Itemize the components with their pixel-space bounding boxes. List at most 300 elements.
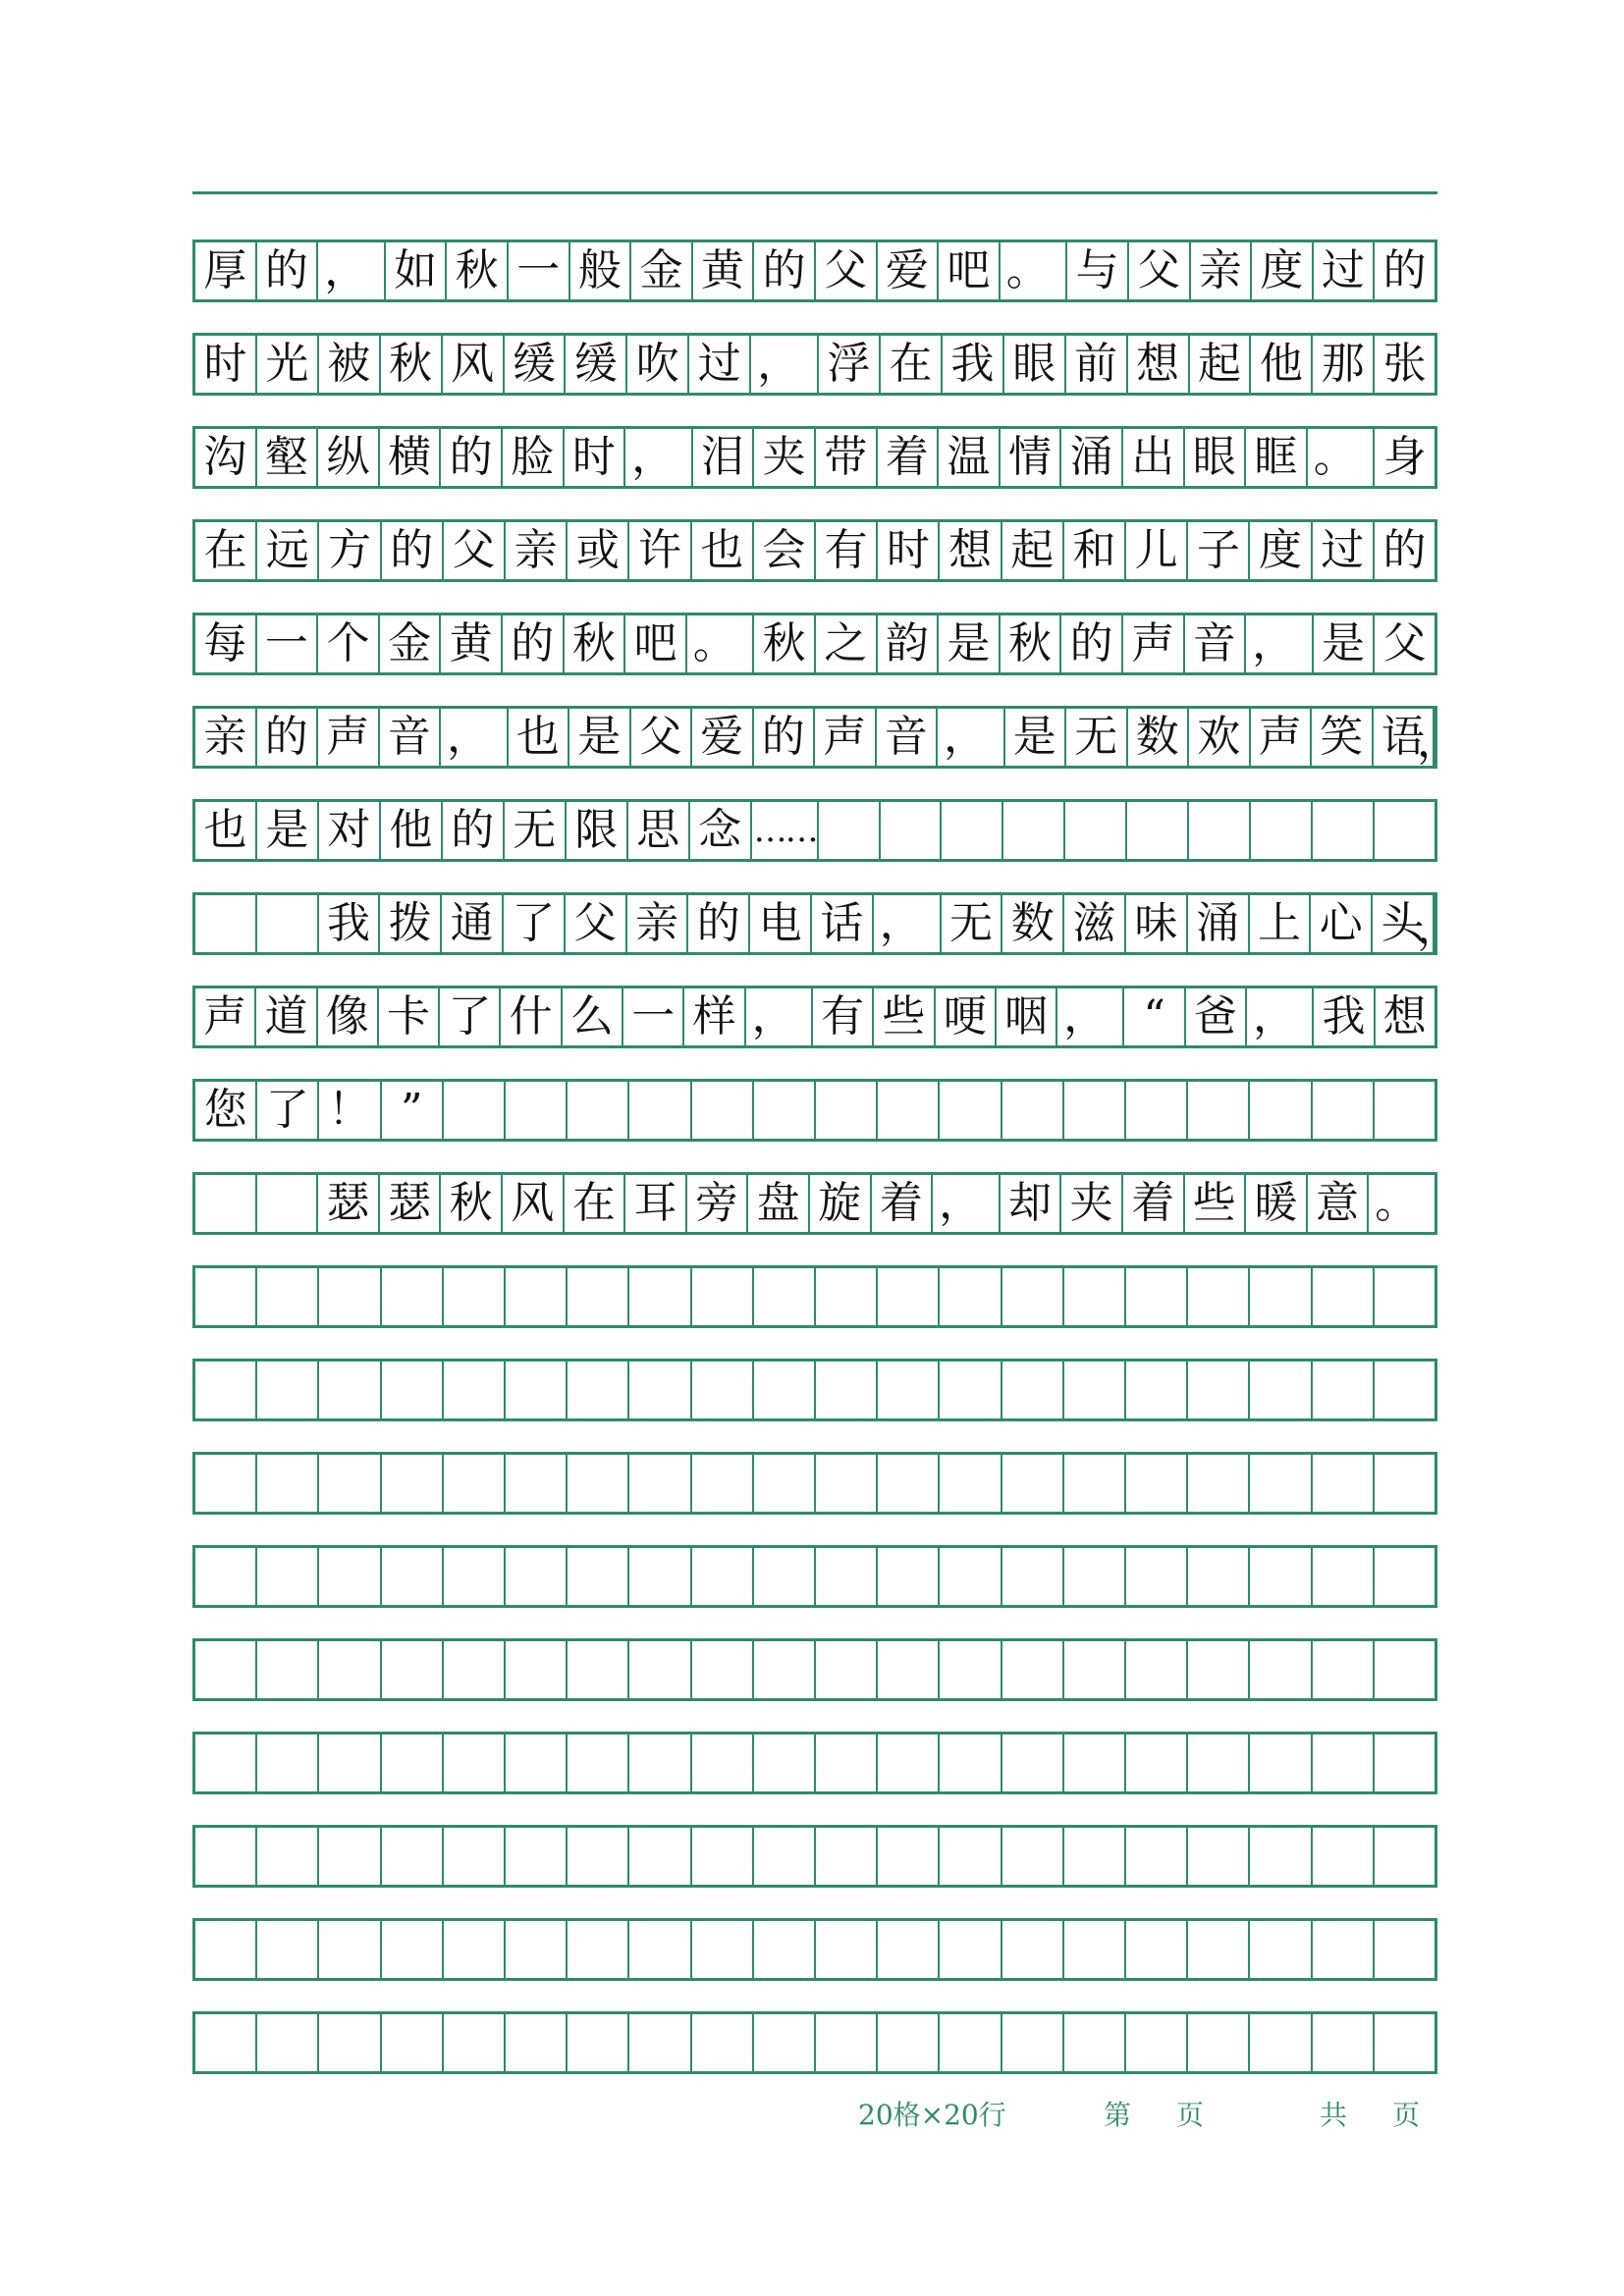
grid-cell: 瑟 xyxy=(318,1175,380,1232)
grid-cell xyxy=(257,1455,319,1512)
grid-cell: 涌 xyxy=(1061,429,1123,486)
grid-cell xyxy=(506,1455,568,1512)
grid-cell xyxy=(195,1455,257,1512)
grid-cell: “ xyxy=(1124,988,1185,1045)
grid-cell: …… xyxy=(752,802,819,859)
grid-cell xyxy=(878,1735,940,1791)
grid-cell xyxy=(506,1641,568,1698)
grid-cell: 时 xyxy=(195,336,257,393)
grid-row xyxy=(192,2011,1437,2074)
grid-cell: 爱 xyxy=(692,709,754,766)
grid-cell xyxy=(319,1268,381,1325)
grid-cell: 限 xyxy=(567,802,628,859)
grid-row xyxy=(192,613,1437,675)
grid-row xyxy=(192,1359,1437,1421)
grid-cell xyxy=(1250,1082,1312,1139)
grid-cell xyxy=(506,1735,568,1791)
page-total-label-suffix: 页 xyxy=(1392,2099,1421,2131)
grid-cell xyxy=(754,1268,816,1325)
grid-row xyxy=(192,1172,1437,1235)
grid-cell: 亲 xyxy=(506,522,568,579)
grid-cell xyxy=(1064,1362,1126,1418)
grid-cell xyxy=(754,1082,816,1139)
grid-cell xyxy=(568,1082,629,1139)
page-total-label-prefix: 共 xyxy=(1320,2099,1348,2131)
grid-cell: 滋 xyxy=(1064,895,1126,952)
grid-cell xyxy=(257,1362,319,1418)
grid-cell: 个 xyxy=(318,615,380,672)
grid-cell: 那 xyxy=(1313,336,1375,393)
grid-cell xyxy=(1064,1735,1126,1791)
grid-cell: 上 xyxy=(1250,895,1312,952)
grid-cell: 卡 xyxy=(379,988,440,1045)
grid-cell xyxy=(1188,1828,1250,1885)
grid-cell: 眼 xyxy=(1185,429,1247,486)
grid-cell: 爱 xyxy=(878,242,940,299)
grid-cell xyxy=(878,1641,940,1698)
grid-cell: 的 xyxy=(688,895,750,952)
grid-cell xyxy=(568,1455,629,1512)
grid-cell xyxy=(942,802,1003,859)
grid-cell: 眶 xyxy=(1246,429,1308,486)
grid-cell xyxy=(878,2014,940,2071)
grid-cell: 爸 xyxy=(1186,988,1247,1045)
grid-cell xyxy=(195,1175,257,1232)
grid-cell: ” xyxy=(382,1082,444,1139)
grid-cell xyxy=(195,1735,257,1791)
grid-cell xyxy=(692,1921,754,1978)
grid-cell: ， xyxy=(1246,615,1314,672)
grid-cell xyxy=(816,2014,878,2071)
grid-cell: 也 xyxy=(195,802,257,859)
grid-cell xyxy=(692,1362,754,1418)
grid-cell: ， xyxy=(746,988,813,1045)
grid-cell: 吧 xyxy=(625,615,687,672)
grid-cell xyxy=(940,2014,1001,2071)
grid-row xyxy=(192,799,1437,862)
grid-cell: 子 xyxy=(1188,522,1250,579)
grid-cell: 涌 xyxy=(1188,895,1250,952)
grid-cell xyxy=(1126,1828,1188,1885)
grid-cell xyxy=(319,1641,381,1698)
manuscript-grid xyxy=(192,240,1460,2105)
grid-row xyxy=(192,1265,1437,1328)
grid-cell xyxy=(1375,1735,1435,1791)
grid-cell: 。 xyxy=(1375,1178,1419,1228)
grid-cell xyxy=(444,2014,506,2071)
grid-cell: 声 xyxy=(1123,615,1185,672)
grid-cell: 有 xyxy=(813,988,874,1045)
grid-cell xyxy=(444,1735,506,1791)
grid-cell: 音 xyxy=(380,709,442,766)
grid-cell xyxy=(940,1548,1001,1605)
grid-cell: 我 xyxy=(1314,988,1375,1045)
grid-cell xyxy=(1064,1548,1126,1605)
grid-cell: 些 xyxy=(874,988,935,1045)
grid-cell: 泪 xyxy=(693,429,755,486)
grid-cell xyxy=(195,1828,257,1885)
grid-cell: 父 xyxy=(631,709,693,766)
grid-cell: 般 xyxy=(570,242,632,299)
grid-cell: 黄 xyxy=(693,242,755,299)
grid-cell: 的 xyxy=(257,709,319,766)
grid-cell xyxy=(568,1641,629,1698)
grid-cell: 风 xyxy=(443,336,505,393)
grid-cell xyxy=(1126,1455,1188,1512)
grid-cell xyxy=(257,1921,319,1978)
grid-cell xyxy=(1375,1828,1435,1885)
grid-cell xyxy=(1250,2014,1312,2071)
grid-cell xyxy=(257,1828,319,1885)
grid-cell: 暖 xyxy=(1246,1175,1308,1232)
grid-cell xyxy=(940,1362,1001,1418)
grid-cell: 拨 xyxy=(380,895,442,952)
grid-cell xyxy=(1002,1362,1064,1418)
grid-cell xyxy=(1250,1641,1312,1698)
grid-cell xyxy=(1375,1455,1435,1512)
grid-cell: 金 xyxy=(380,615,442,672)
grid-cell: 时 xyxy=(878,522,940,579)
grid-cell xyxy=(1064,1921,1126,1978)
grid-cell: 父 xyxy=(1129,242,1191,299)
grid-cell xyxy=(816,1548,878,1605)
grid-cell xyxy=(1188,1455,1250,1512)
grid-cell xyxy=(629,1641,691,1698)
grid-cell: 了 xyxy=(504,895,566,952)
grid-cell xyxy=(1188,1921,1250,1978)
grid-cell: 吹 xyxy=(627,336,689,393)
grid-row xyxy=(192,1545,1437,1608)
grid-cell xyxy=(878,1082,940,1139)
grid-cell: 韵 xyxy=(878,615,940,672)
grid-cell xyxy=(195,2014,257,2071)
grid-cell xyxy=(506,2014,568,2071)
grid-cell xyxy=(1126,1548,1188,1605)
grid-cell xyxy=(816,1828,878,1885)
grid-cell xyxy=(444,1082,506,1139)
grid-cell xyxy=(319,1362,381,1418)
grid-cell: 情 xyxy=(1001,429,1062,486)
grid-cell xyxy=(444,1455,506,1512)
grid-cell: 如 xyxy=(386,242,448,299)
grid-cell: 音 xyxy=(1185,615,1247,672)
grid-cell xyxy=(754,1455,816,1512)
grid-cell xyxy=(1188,1362,1250,1418)
grid-cell xyxy=(1313,1828,1375,1885)
grid-cell xyxy=(506,1268,568,1325)
grid-cell xyxy=(257,1735,319,1791)
grid-cell: 度 xyxy=(1250,522,1312,579)
grid-cell xyxy=(1313,802,1375,859)
grid-cell: ， xyxy=(318,242,386,299)
grid-cell xyxy=(754,1641,816,1698)
grid-cell: ， xyxy=(874,895,942,952)
grid-cell xyxy=(506,1362,568,1418)
grid-row xyxy=(192,1452,1437,1515)
grid-cell xyxy=(1250,1455,1312,1512)
grid-cell: 一 xyxy=(257,615,319,672)
grid-cell xyxy=(257,1175,319,1232)
grid-cell xyxy=(1003,802,1065,859)
grid-cell xyxy=(629,1082,691,1139)
grid-cell: 我 xyxy=(943,336,1004,393)
grid-row xyxy=(192,519,1437,582)
grid-cell: 的 xyxy=(441,429,503,486)
grid-cell: 的 xyxy=(1061,615,1123,672)
grid-cell xyxy=(816,1082,878,1139)
grid-cell xyxy=(1189,802,1251,859)
grid-cell xyxy=(444,1548,506,1605)
grid-cell: 父 xyxy=(816,242,878,299)
grid-row xyxy=(192,1732,1437,1794)
grid-cell: 声 xyxy=(815,709,877,766)
grid-cell xyxy=(1188,1548,1250,1605)
grid-cell xyxy=(692,2014,754,2071)
grid-cell: 耳 xyxy=(625,1175,687,1232)
grid-cell xyxy=(629,1548,691,1605)
grid-cell xyxy=(1313,1548,1375,1605)
grid-cell xyxy=(629,1828,691,1885)
grid-row xyxy=(192,1079,1437,1142)
grid-cell: 父 xyxy=(566,895,627,952)
grid-cell xyxy=(568,2014,629,2071)
grid-cell: 他 xyxy=(1251,336,1313,393)
grid-cell xyxy=(1313,1641,1375,1698)
grid-cell: 起 xyxy=(1002,522,1064,579)
grid-cell xyxy=(1375,1082,1435,1139)
grid-cell xyxy=(568,1921,629,1978)
grid-cell: 哽 xyxy=(936,988,997,1045)
grid-cell xyxy=(1126,1362,1188,1418)
grid-cell: ， xyxy=(625,429,693,486)
grid-cell xyxy=(382,1828,444,1885)
grid-cell xyxy=(1002,1641,1064,1698)
grid-cell xyxy=(1002,1828,1064,1885)
grid-cell xyxy=(195,1362,257,1418)
grid-cell: 厚 xyxy=(195,242,257,299)
grid-cell: 时 xyxy=(565,429,626,486)
grid-cell: 父 xyxy=(444,522,506,579)
grid-cell: 的 xyxy=(1382,245,1427,295)
grid-cell: 被 xyxy=(319,336,381,393)
grid-cell: ， xyxy=(441,709,509,766)
grid-cell: 前 xyxy=(1066,336,1128,393)
grid-cell xyxy=(629,1362,691,1418)
grid-cell xyxy=(1064,1268,1126,1325)
grid-cell xyxy=(940,1921,1001,1978)
grid-cell xyxy=(319,1548,381,1605)
grid-spec-label: 20格×20行 xyxy=(858,2099,1006,2131)
grid-cell: 纵 xyxy=(318,429,380,486)
grid-cell xyxy=(382,2014,444,2071)
grid-cell xyxy=(754,1362,816,1418)
grid-cell xyxy=(754,1828,816,1885)
grid-cell xyxy=(1375,2014,1435,2071)
grid-cell: 像 xyxy=(318,988,379,1045)
grid-cell: 起 xyxy=(1190,336,1252,393)
grid-row xyxy=(192,1638,1437,1701)
grid-cell: 亲 xyxy=(195,709,257,766)
grid-cell: 在 xyxy=(881,336,943,393)
grid-cell xyxy=(816,1362,878,1418)
grid-cell: 无 xyxy=(942,895,1003,952)
grid-cell: 浮 xyxy=(819,336,881,393)
grid-cell: 秋 xyxy=(447,242,509,299)
grid-cell xyxy=(195,1268,257,1325)
grid-cell: 许 xyxy=(629,522,691,579)
grid-cell xyxy=(382,1921,444,1978)
grid-cell xyxy=(692,1082,754,1139)
grid-cell xyxy=(444,1641,506,1698)
grid-cell xyxy=(1313,1082,1375,1139)
grid-cell: 的 xyxy=(382,522,444,579)
grid-cell xyxy=(444,1828,506,1885)
grid-cell: 了 xyxy=(257,1082,319,1139)
grid-cell: 夹 xyxy=(754,429,816,486)
grid-cell xyxy=(754,1548,816,1605)
grid-cell: 眼 xyxy=(1004,336,1066,393)
grid-cell xyxy=(692,1641,754,1698)
grid-cell: 是 xyxy=(939,615,1001,672)
grid-cell xyxy=(816,1921,878,1978)
grid-cell: 有 xyxy=(816,522,878,579)
grid-cell xyxy=(1126,2014,1188,2071)
grid-cell: 壑 xyxy=(257,429,319,486)
grid-cell: 夹 xyxy=(1061,1175,1123,1232)
grid-cell: 电 xyxy=(750,895,812,952)
grid-cell: 对 xyxy=(319,802,381,859)
grid-cell xyxy=(319,1735,381,1791)
grid-cell xyxy=(195,1921,257,1978)
grid-cell: 些 xyxy=(1185,1175,1247,1232)
grid-cell xyxy=(444,1362,506,1418)
grid-cell: 声 xyxy=(318,709,380,766)
grid-cell xyxy=(754,1735,816,1791)
grid-cell: 的 xyxy=(754,709,816,766)
grid-cell xyxy=(382,1548,444,1605)
overflow-punctuation: ， xyxy=(1417,717,1460,767)
grid-cell xyxy=(1188,1735,1250,1791)
grid-cell: 了 xyxy=(440,988,501,1045)
grid-cell xyxy=(1188,1641,1250,1698)
grid-cell: 心 xyxy=(1311,895,1373,952)
grid-cell xyxy=(1064,1641,1126,1698)
grid-cell xyxy=(878,1455,940,1512)
grid-cell: 么 xyxy=(563,988,623,1045)
grid-cell xyxy=(444,1268,506,1325)
grid-cell: 身 xyxy=(1382,432,1427,482)
grid-cell xyxy=(940,1455,1001,1512)
grid-cell xyxy=(1002,1921,1064,1978)
grid-cell: 秋 xyxy=(381,336,443,393)
grid-cell xyxy=(816,1735,878,1791)
grid-cell xyxy=(878,1828,940,1885)
grid-cell xyxy=(1188,2014,1250,2071)
grid-cell xyxy=(754,2014,816,2071)
grid-cell xyxy=(1126,1921,1188,1978)
grid-row xyxy=(192,1918,1437,1981)
grid-cell: 秋 xyxy=(754,615,816,672)
grid-cell xyxy=(257,2014,319,2071)
grid-cell xyxy=(568,1268,629,1325)
grid-cell: 无 xyxy=(1066,709,1128,766)
grid-cell: 着 xyxy=(872,1175,934,1232)
grid-cell xyxy=(940,1641,1001,1698)
grid-cell xyxy=(692,1735,754,1791)
grid-cell: 脸 xyxy=(503,429,565,486)
grid-cell xyxy=(1250,1735,1312,1791)
grid-cell: 旋 xyxy=(810,1175,872,1232)
grid-cell xyxy=(1313,1268,1375,1325)
grid-cell xyxy=(1002,1268,1064,1325)
grid-cell xyxy=(1313,1362,1375,1418)
grid-cell: 却 xyxy=(1001,1175,1062,1232)
grid-cell xyxy=(1002,1735,1064,1791)
grid-cell xyxy=(1002,1455,1064,1512)
grid-cell: 或 xyxy=(568,522,629,579)
grid-cell xyxy=(319,1455,381,1512)
grid-cell xyxy=(754,1921,816,1978)
grid-cell xyxy=(692,1455,754,1512)
grid-cell: ， xyxy=(933,1175,1001,1232)
grid-cell: 什 xyxy=(501,988,562,1045)
grid-cell: 想 xyxy=(1128,336,1190,393)
grid-cell: ， xyxy=(751,336,819,393)
grid-cell xyxy=(319,1828,381,1885)
grid-cell: 亲 xyxy=(627,895,689,952)
grid-cell xyxy=(1065,802,1127,859)
grid-cell xyxy=(878,1921,940,1978)
grid-cell: 着 xyxy=(1123,1175,1185,1232)
grid-cell xyxy=(1064,2014,1126,2071)
grid-cell xyxy=(692,1828,754,1885)
grid-cell: 想 xyxy=(1382,991,1427,1041)
grid-cell: 。 xyxy=(687,615,755,672)
grid-cell xyxy=(257,895,319,952)
grid-cell: 带 xyxy=(816,429,878,486)
grid-cell: ， xyxy=(1247,988,1314,1045)
grid-cell: 的 xyxy=(754,242,816,299)
grid-cell: 通 xyxy=(442,895,504,952)
grid-row xyxy=(192,426,1437,489)
grid-cell: 咽 xyxy=(997,988,1057,1045)
grid-cell xyxy=(1064,1828,1126,1885)
grid-cell xyxy=(878,1362,940,1418)
grid-cell: 吧 xyxy=(939,242,1001,299)
grid-cell: 的 xyxy=(443,802,505,859)
grid-cell: 亲 xyxy=(1191,242,1253,299)
grid-cell xyxy=(444,1921,506,1978)
grid-cell xyxy=(940,1268,1001,1325)
grid-cell xyxy=(257,1268,319,1325)
grid-cell: 道 xyxy=(256,988,317,1045)
grid-cell: 张 xyxy=(1382,339,1427,389)
grid-cell: 。 xyxy=(1001,242,1068,299)
grid-row xyxy=(192,333,1437,396)
grid-cell xyxy=(1064,1082,1126,1139)
grid-cell xyxy=(319,1921,381,1978)
grid-cell: 声 xyxy=(195,988,256,1045)
grid-cell: 每 xyxy=(195,615,257,672)
grid-cell: 度 xyxy=(1252,242,1314,299)
grid-cell: 缓 xyxy=(505,336,567,393)
grid-cell: 念 xyxy=(690,802,752,859)
grid-cell: 秋 xyxy=(1001,615,1062,672)
grid-cell xyxy=(878,1548,940,1605)
grid-cell: 过 xyxy=(689,336,751,393)
grid-cell: 与 xyxy=(1067,242,1129,299)
grid-cell: 的 xyxy=(257,242,319,299)
